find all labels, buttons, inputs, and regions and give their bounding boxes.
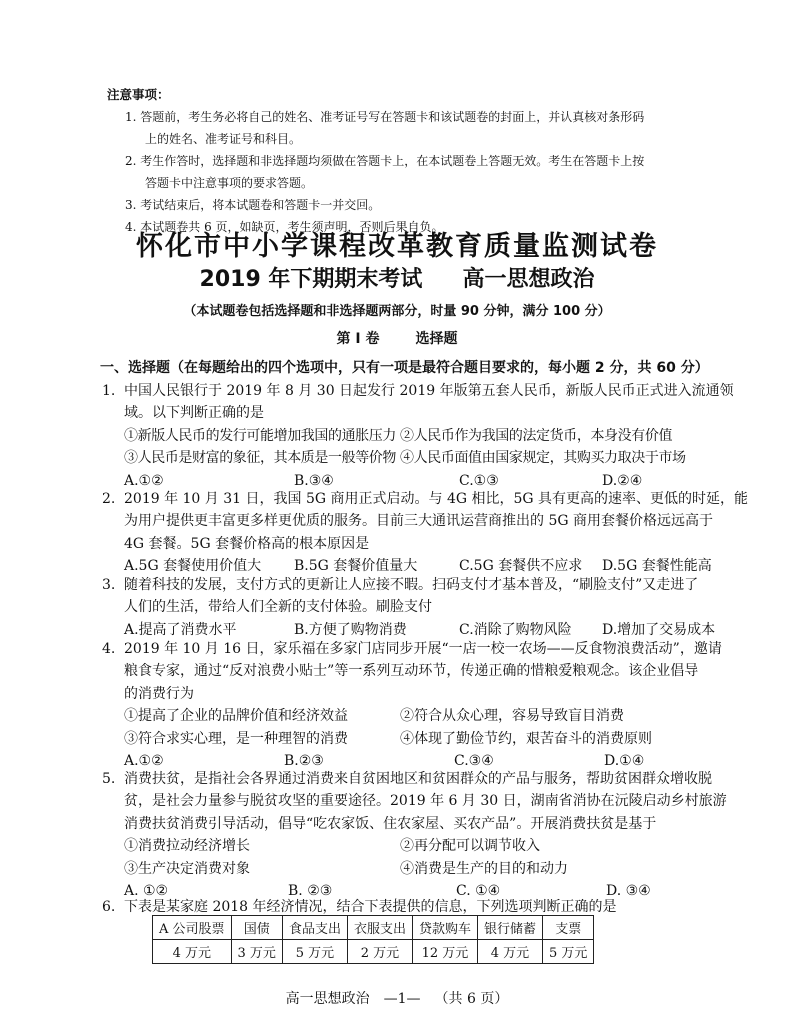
question-stem: 下表是某家庭 2018 年经济情况，结合下表提供的信息，下列选项判断正确的是 xyxy=(124,899,617,915)
question-stem: 2019 年 10 月 31 日，我国 5G 商用正式启动。与 4G 相比，5G 具有更高的速率、更低的时延，能 xyxy=(124,491,749,507)
question-number: 1. xyxy=(102,383,116,399)
option-d[interactable]: D. ③④ xyxy=(606,883,651,900)
option-d[interactable]: D.②④ xyxy=(602,472,643,489)
option-a[interactable]: A.5G 套餐使用价值大 xyxy=(124,558,262,575)
option-b[interactable]: B. ②③ xyxy=(288,883,333,900)
question-stem: 4G 套餐。5G 套餐价格高的根本原因是 xyxy=(124,535,370,552)
option-b[interactable]: B.②③ xyxy=(284,753,324,770)
option-b[interactable]: B.方便了购物消费 xyxy=(294,621,407,638)
table-header-row xyxy=(153,916,594,940)
table-cell: 2 万元 xyxy=(347,940,412,964)
statement: ④消费是生产的目的和动力 xyxy=(400,860,568,877)
table-header: 衣服支出 xyxy=(347,916,412,940)
question-1 xyxy=(102,380,752,492)
question-5 xyxy=(102,768,752,902)
question-stem: 消费扶贫，是指社会各界通过消费来自贫困地区和贫困群众的产品与服务，帮助贫困群众增收脱 xyxy=(124,771,712,787)
table-cell: 4 万元 xyxy=(477,940,542,964)
part-heading: 第 I 卷 选择题 xyxy=(336,331,458,347)
note-item-cont: 上的姓名、准考证号和科目。 xyxy=(145,132,302,146)
question-stem: 消费扶贫消费引导活动，倡导“吃农家饭、住农家屋、买农产品”。开展消费扶贫是基于 xyxy=(124,815,657,832)
exam-instructions: （本试题卷包括选择题和非选择题两部分，时量 90 分钟，满分 100 分） xyxy=(183,304,611,319)
question-number: 6. xyxy=(102,899,116,915)
statements-row xyxy=(124,728,752,750)
exam-subtitle xyxy=(0,262,794,293)
option-a[interactable]: A. ①② xyxy=(124,883,169,900)
statement: ④体现了勤俭节约，艰苦奋斗的消费原则 xyxy=(400,730,652,747)
question-stem: 中国人民银行于 2019 年 8 月 30 日起发行 2019 年版第五套人民币，新版人民币正式进入流通领 xyxy=(124,383,734,399)
question-number: 2. xyxy=(102,491,116,507)
exam-term: 2019 年下期期末考试 xyxy=(199,267,423,292)
statement: ③符合求实心理，是一种理智的消费 xyxy=(124,730,348,747)
question-stem: 的消费行为 xyxy=(124,685,194,702)
statement: ③生产决定消费对象 xyxy=(124,860,250,877)
footer-subject: 高一思想政治 xyxy=(285,991,370,1007)
question-number: 5. xyxy=(102,771,116,787)
question-stem: 人们的生活，带给人们全新的支付体验。刷脸支付 xyxy=(124,599,432,616)
statement: ①消费拉动经济增长 xyxy=(124,838,250,855)
notes-section xyxy=(107,84,747,238)
table-row xyxy=(153,940,594,964)
statement: ②再分配可以调节收入 xyxy=(400,838,540,855)
statement: ①提高了企业的品牌价值和经济效益 xyxy=(124,708,348,725)
option-c[interactable]: C.5G 套餐供不应求 xyxy=(459,558,583,575)
option-c[interactable]: C.消除了购物风险 xyxy=(459,621,572,638)
option-c[interactable]: C.①③ xyxy=(459,472,499,489)
question-stem: 域。以下判断正确的是 xyxy=(124,405,264,422)
table-header: 食品支出 xyxy=(282,916,347,940)
question-stem: 随着科技的发展，支付方式的更新让人应接不暇。扫码支付才基本普及，“刷脸支付”又走进了 xyxy=(124,577,699,593)
question-3 xyxy=(102,574,752,641)
note-item: 4. 本试题卷共 6 页，如缺页，考生须声明，否则后果自负。 xyxy=(125,220,444,234)
question-stem: 粮食专家，通过“反对浪费小贴士”等一系列互动环节，传递正确的惜粮爱粮观念。该企业倡导 xyxy=(124,663,699,680)
question-4 xyxy=(102,638,752,772)
option-c[interactable]: C.③④ xyxy=(454,753,494,770)
footer-page: —1— xyxy=(383,991,421,1007)
page-footer xyxy=(0,988,794,1008)
notes-heading: 注意事项： xyxy=(107,87,170,102)
statement: ②符合从众心理，容易导致盲目消费 xyxy=(400,708,624,725)
question-statement: ③人民币是财富的象征，其本质是一般等价物 ④人民币面值由国家规定，其购买力取决于市场 xyxy=(124,450,686,467)
table-cell: 5 万元 xyxy=(543,940,594,964)
table-header: 银行储蓄 xyxy=(477,916,542,940)
table-header: A 公司股票 xyxy=(153,916,232,940)
table-cell: 12 万元 xyxy=(412,940,477,964)
option-a[interactable]: A.①② xyxy=(124,753,164,770)
option-b[interactable]: B.③④ xyxy=(294,472,334,489)
question-number: 3. xyxy=(102,577,116,593)
exam-subject: 高一思想政治 xyxy=(462,267,595,292)
statements-row xyxy=(124,705,752,727)
option-d[interactable]: D.5G 套餐性能高 xyxy=(602,558,712,575)
question-stem: 贫，是社会力量参与脱贫攻坚的重要途径。2019 年 6 月 30 日，湖南省消协在沅陵启动乡村旅游 xyxy=(124,793,727,810)
note-item: 3. 考试结束后，将本试题卷和答题卡一并交回。 xyxy=(125,198,381,212)
table-header: 贷款购车 xyxy=(412,916,477,940)
question-statement: ①新版人民币的发行可能增加我国的通胀压力 ②人民币作为我国的法定货币，本身没有价值 xyxy=(124,427,673,444)
question-stem: 为用户提供更丰富更多样更优质的服务。目前三大通讯运营商推出的 5G 商用套餐价格远远高于 xyxy=(124,513,713,530)
exam-title: 怀化市中小学课程改革教育质量监测试卷 xyxy=(136,231,658,262)
question-stem: 2019 年 10 月 16 日，家乐福在多家门店同步开展“一店一校一农场——反食物浪费活动”，邀请 xyxy=(124,641,722,657)
table-header: 支票 xyxy=(543,916,594,940)
table-cell: 4 万元 xyxy=(153,940,232,964)
statements-row xyxy=(124,835,752,857)
option-a[interactable]: A.提高了消费水平 xyxy=(124,621,237,638)
option-b[interactable]: B.5G 套餐价值量大 xyxy=(294,558,418,575)
option-a[interactable]: A.①② xyxy=(124,472,164,489)
footer-total: （共 6 页） xyxy=(434,991,509,1007)
option-c[interactable]: C. ①④ xyxy=(456,883,501,900)
table-header: 国债 xyxy=(231,916,282,940)
section-heading: 一、选择题（在每题给出的四个选项中，只有一项是最符合题目要求的，每小题 2 分，共 60 分） xyxy=(100,360,709,376)
option-d[interactable]: D.①④ xyxy=(604,753,645,770)
option-d[interactable]: D.增加了交易成本 xyxy=(602,621,716,638)
statements-row xyxy=(124,858,752,880)
note-item: 2. 考生作答时，选择题和非选择题均须做在答题卡上，在本试题卷上答题无效。考生在答题卡上按 xyxy=(125,154,645,168)
table-cell: 5 万元 xyxy=(282,940,347,964)
family-finance-table xyxy=(152,915,594,964)
question-2 xyxy=(102,488,752,578)
note-item-cont: 答题卡中注意事项的要求答题。 xyxy=(145,176,314,190)
note-item: 1. 答题前，考生务必将自己的姓名、准考证号写在答题卡和该试题卷的封面上，并认真核对条形码 xyxy=(125,110,645,124)
table-cell: 3 万元 xyxy=(231,940,282,964)
question-number: 4. xyxy=(102,641,116,657)
